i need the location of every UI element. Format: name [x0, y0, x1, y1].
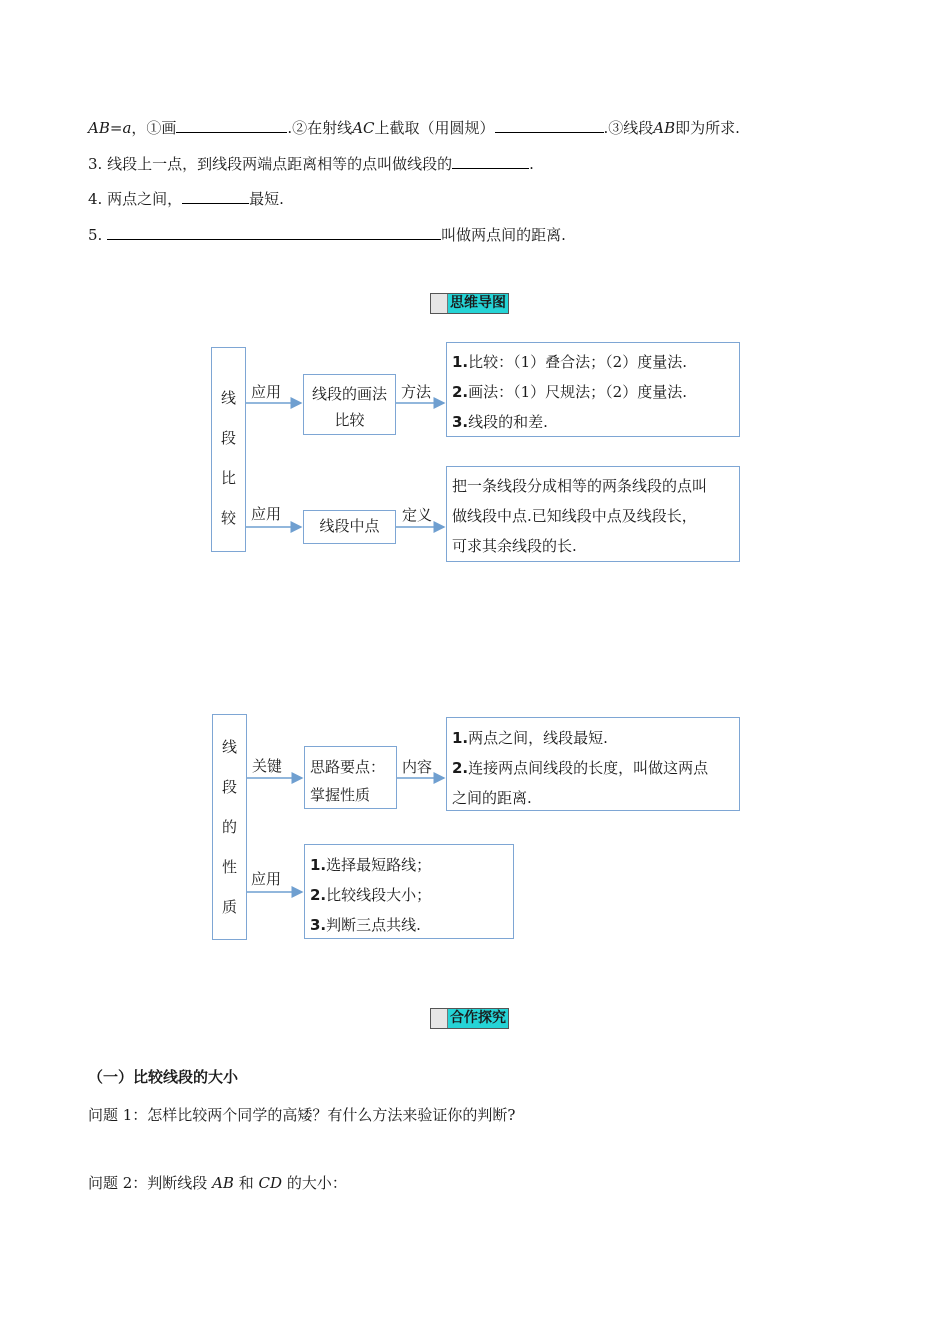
- m2-item-2: 2.连接两点间线段的长度，叫做这两点: [452, 759, 709, 777]
- step3-rest: 即为所求.: [675, 119, 740, 137]
- m2-app-1: 1.选择最短路线；: [310, 856, 432, 874]
- q3-end: .: [529, 155, 534, 173]
- m1-branch2-rel: 定义: [402, 506, 433, 524]
- step3-text: .③线段: [603, 119, 654, 137]
- m1-item-2: 2.画法：（1）尺规法；（2）度量法.: [452, 383, 687, 401]
- m1-item-1: 1.比较：（1）叠合法；（2）度量法.: [452, 353, 687, 371]
- m1-node1-line2: 比较: [334, 411, 365, 429]
- m2-node1-line2: 掌握性质: [310, 786, 371, 804]
- m1-branch1-label: 应用: [251, 383, 282, 401]
- root2-char-4: 性: [221, 858, 237, 876]
- section1-heading: （一）比较线段的大小: [88, 1068, 239, 1086]
- q2-var-ab: AB: [212, 1174, 234, 1192]
- m2-item-1: 1.两点之间，线段最短.: [452, 729, 608, 747]
- var-a: a: [122, 119, 132, 137]
- m2-app-2: 2.比较线段大小；: [310, 886, 432, 904]
- q2-suffix: 的大小：: [286, 1174, 347, 1192]
- m1-item-3: 3.线段的和差.: [452, 413, 548, 431]
- m1-node1-line1: 线段的画法: [311, 385, 387, 403]
- step2-rest: 上截取（用圆规）: [374, 119, 495, 137]
- m1-branch1-content: [446, 342, 740, 437]
- m2-app-3: 3.判断三点共线.: [310, 916, 421, 934]
- m2-item-3: 之间的距离.: [452, 789, 532, 807]
- root1-char-2: 段: [220, 429, 236, 447]
- step2-text: .②在射线: [287, 119, 353, 137]
- m1-def-line1: 把一条线段分成相等的两条线段的点叫: [452, 477, 708, 495]
- explore-title-text: 合作探究: [450, 1010, 506, 1026]
- eq-sign: =: [109, 119, 123, 137]
- root2-char-3: 的: [221, 818, 237, 836]
- m2-branch2-label: 应用: [251, 870, 282, 888]
- q2-mid: 和: [238, 1174, 254, 1192]
- m1-node2-text: 线段中点: [319, 517, 380, 535]
- root1-char-4: 较: [220, 509, 236, 527]
- q3-text: 3. 线段上一点，到线段两端点距离相等的点叫做线段的: [88, 155, 453, 173]
- step1-text: ，①画: [131, 119, 177, 137]
- m2-branch1-rel: 内容: [402, 758, 433, 776]
- var-ab: AB: [88, 119, 110, 137]
- explore-title: [430, 1008, 509, 1029]
- m2-branch1-content: [446, 717, 740, 811]
- m2-node1-line1: 思路要点：: [310, 758, 386, 776]
- q5-text: 5.: [88, 226, 103, 244]
- q2-var-cd: CD: [258, 1174, 283, 1192]
- m1-branch2-content: [446, 466, 740, 562]
- q4-end: 最短.: [249, 190, 284, 208]
- root2-char-1: 线: [221, 738, 237, 756]
- m1-def-line2: 做线段中点.已知线段中点及线段长，: [452, 507, 697, 525]
- q2-prefix: 问题 2：判断线段: [88, 1174, 208, 1192]
- var-ac: AC: [352, 119, 375, 137]
- var-ab-2: AB: [653, 119, 676, 137]
- question-2: [88, 1173, 347, 1193]
- root2-char-2: 段: [221, 778, 237, 796]
- m2-branch1-node: [304, 746, 397, 809]
- q4-text: 4. 两点之间，: [88, 190, 183, 208]
- mindmap1-root: [211, 347, 246, 552]
- question-1: 问题 1：怎样比较两个同学的高矮？有什么方法来验证你的判断?: [88, 1106, 516, 1124]
- m2-branch1-label: 关键: [252, 757, 283, 775]
- m1-branch2-node: [303, 510, 396, 544]
- root1-char-3: 比: [220, 469, 236, 487]
- m1-branch2-label: 应用: [251, 505, 282, 523]
- root1-char-1: 线: [220, 389, 236, 407]
- root2-char-5: 质: [221, 898, 237, 916]
- mindmap-title-text: 思维导图: [450, 295, 506, 311]
- q5-end: 叫做两点间的距离.: [441, 226, 566, 244]
- m2-branch2-content: [304, 844, 514, 939]
- m1-def-line3: 可求其余线段的长.: [452, 537, 577, 555]
- title-marker-2: [431, 1009, 448, 1028]
- m1-branch1-node: [303, 374, 396, 435]
- m1-branch1-rel: 方法: [401, 383, 432, 401]
- mindmap2-root: [212, 714, 247, 940]
